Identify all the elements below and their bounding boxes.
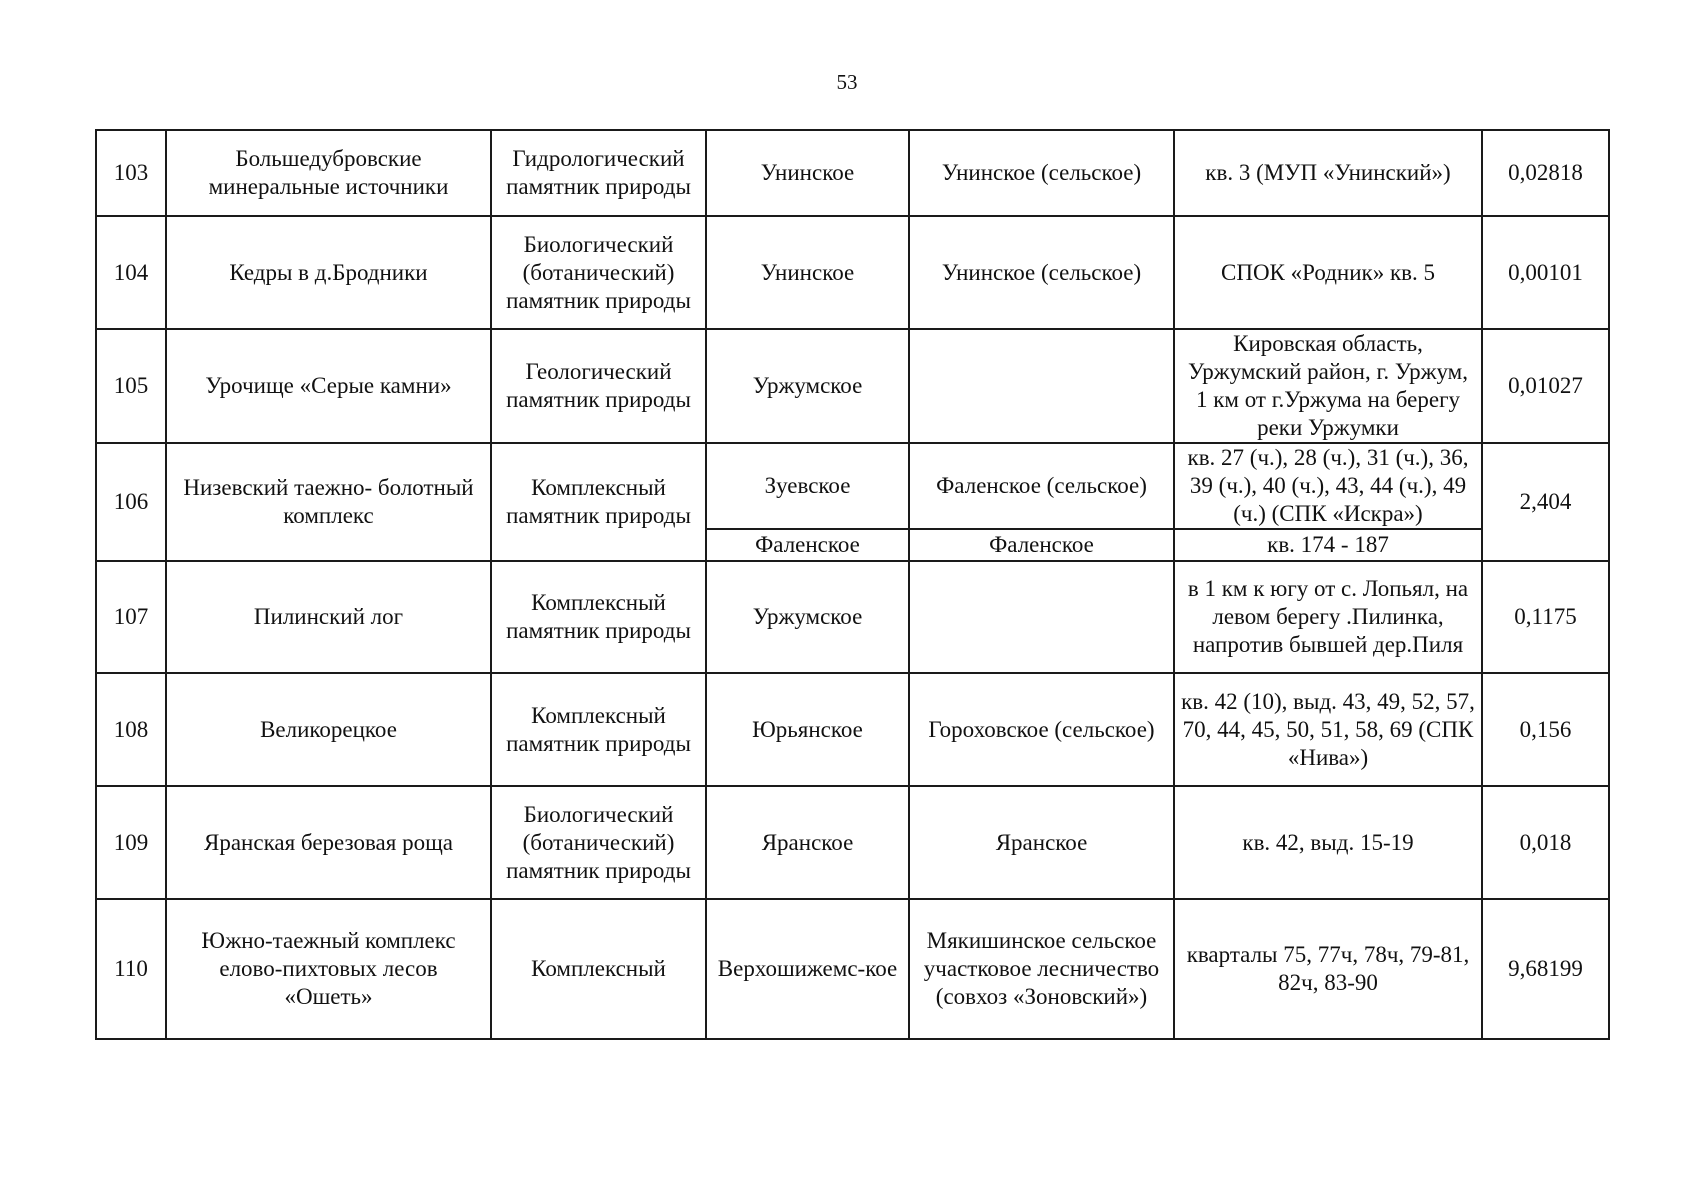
category-cell: Комплексный [491, 899, 706, 1039]
row-number-cell: 110 [96, 899, 166, 1039]
area-cell: 0,1175 [1482, 561, 1609, 673]
district-cell: Зуевское [706, 443, 909, 529]
district-cell: Унинское [706, 216, 909, 329]
area-cell: 2,404 [1482, 443, 1609, 561]
district-cell: Яранское [706, 786, 909, 899]
location-cell: в 1 км к югу от с. Лопьял, на левом берегу .Пилинка, напротив бывшей дер.Пиля [1174, 561, 1482, 673]
area-cell: 0,018 [1482, 786, 1609, 899]
table-row [96, 561, 1609, 673]
settlement-cell: Мякишинское сельское участковое лесничество (совхоз «Зоновский») [909, 899, 1174, 1039]
settlement-cell: Унинское (сельское) [909, 130, 1174, 216]
area-cell: 9,68199 [1482, 899, 1609, 1039]
settlement-cell [909, 329, 1174, 443]
name-cell: Урочище «Серые камни» [166, 329, 491, 443]
district-cell: Юрьянское [706, 673, 909, 786]
name-cell: Яранская березовая роща [166, 786, 491, 899]
name-cell: Кедры в д.Бродники [166, 216, 491, 329]
table-row [96, 216, 1609, 329]
district-cell: Унинское [706, 130, 909, 216]
district-cell: Уржумское [706, 561, 909, 673]
district-cell: Фаленское [706, 529, 909, 561]
settlement-cell [909, 561, 1174, 673]
settlement-cell: Яранское [909, 786, 1174, 899]
location-cell: Кировская область, Уржумский район, г. Уржум, 1 км от г.Уржума на берегу реки Уржумки [1174, 329, 1482, 443]
name-cell: Южно-таежный комплекс елово-пихтовых лесов «Ошеть» [166, 899, 491, 1039]
natural-monuments-table [95, 129, 1610, 1040]
district-cell: Верхошижемс-кое [706, 899, 909, 1039]
settlement-cell: Фаленское (сельское) [909, 443, 1174, 529]
category-cell: Геологический памятник природы [491, 329, 706, 443]
category-cell: Комплексный памятник природы [491, 673, 706, 786]
location-cell: кв. 174 - 187 [1174, 529, 1482, 561]
row-number-cell: 105 [96, 329, 166, 443]
area-cell: 0,00101 [1482, 216, 1609, 329]
location-cell: кварталы 75, 77ч, 78ч, 79-81, 82ч, 83-90 [1174, 899, 1482, 1039]
row-number-cell: 104 [96, 216, 166, 329]
location-cell: кв. 27 (ч.), 28 (ч.), 31 (ч.), 36, 39 (ч.), 40 (ч.), 43, 44 (ч.), 49 (ч.) (СПК «Искра») [1174, 443, 1482, 529]
settlement-cell: Унинское (сельское) [909, 216, 1174, 329]
location-cell: СПОК «Родник» кв. 5 [1174, 216, 1482, 329]
row-number-cell: 109 [96, 786, 166, 899]
page-number: 53 [836, 70, 858, 94]
name-cell: Большедубровские минеральные источники [166, 130, 491, 216]
district-cell: Уржумское [706, 329, 909, 443]
table-row [96, 899, 1609, 1039]
location-cell: кв. 42, выд. 15-19 [1174, 786, 1482, 899]
category-cell: Комплексный памятник природы [491, 561, 706, 673]
row-number-cell: 107 [96, 561, 166, 673]
location-cell: кв. 42 (10), выд. 43, 49, 52, 57, 70, 44, 45, 50, 51, 58, 69 (СПК «Нива») [1174, 673, 1482, 786]
area-cell: 0,156 [1482, 673, 1609, 786]
category-cell: Комплексный памятник природы [491, 443, 706, 561]
name-cell: Пилинский лог [166, 561, 491, 673]
table-row [96, 130, 1609, 216]
settlement-cell: Фаленское [909, 529, 1174, 561]
row-number-cell: 103 [96, 130, 166, 216]
area-cell: 0,01027 [1482, 329, 1609, 443]
row-number-cell: 106 [96, 443, 166, 561]
table-row [96, 443, 1609, 529]
area-cell: 0,02818 [1482, 130, 1609, 216]
name-cell: Великорецкое [166, 673, 491, 786]
location-cell: кв. 3 (МУП «Унинский») [1174, 130, 1482, 216]
table-row [96, 786, 1609, 899]
row-number-cell: 108 [96, 673, 166, 786]
table-row [96, 673, 1609, 786]
category-cell: Гидрологический памятник природы [491, 130, 706, 216]
name-cell: Низевский таежно- болотный комплекс [166, 443, 491, 561]
category-cell: Биологический (ботанический) памятник природы [491, 786, 706, 899]
settlement-cell: Гороховское (сельское) [909, 673, 1174, 786]
category-cell: Биологический (ботанический) памятник природы [491, 216, 706, 329]
table-row [96, 329, 1609, 443]
